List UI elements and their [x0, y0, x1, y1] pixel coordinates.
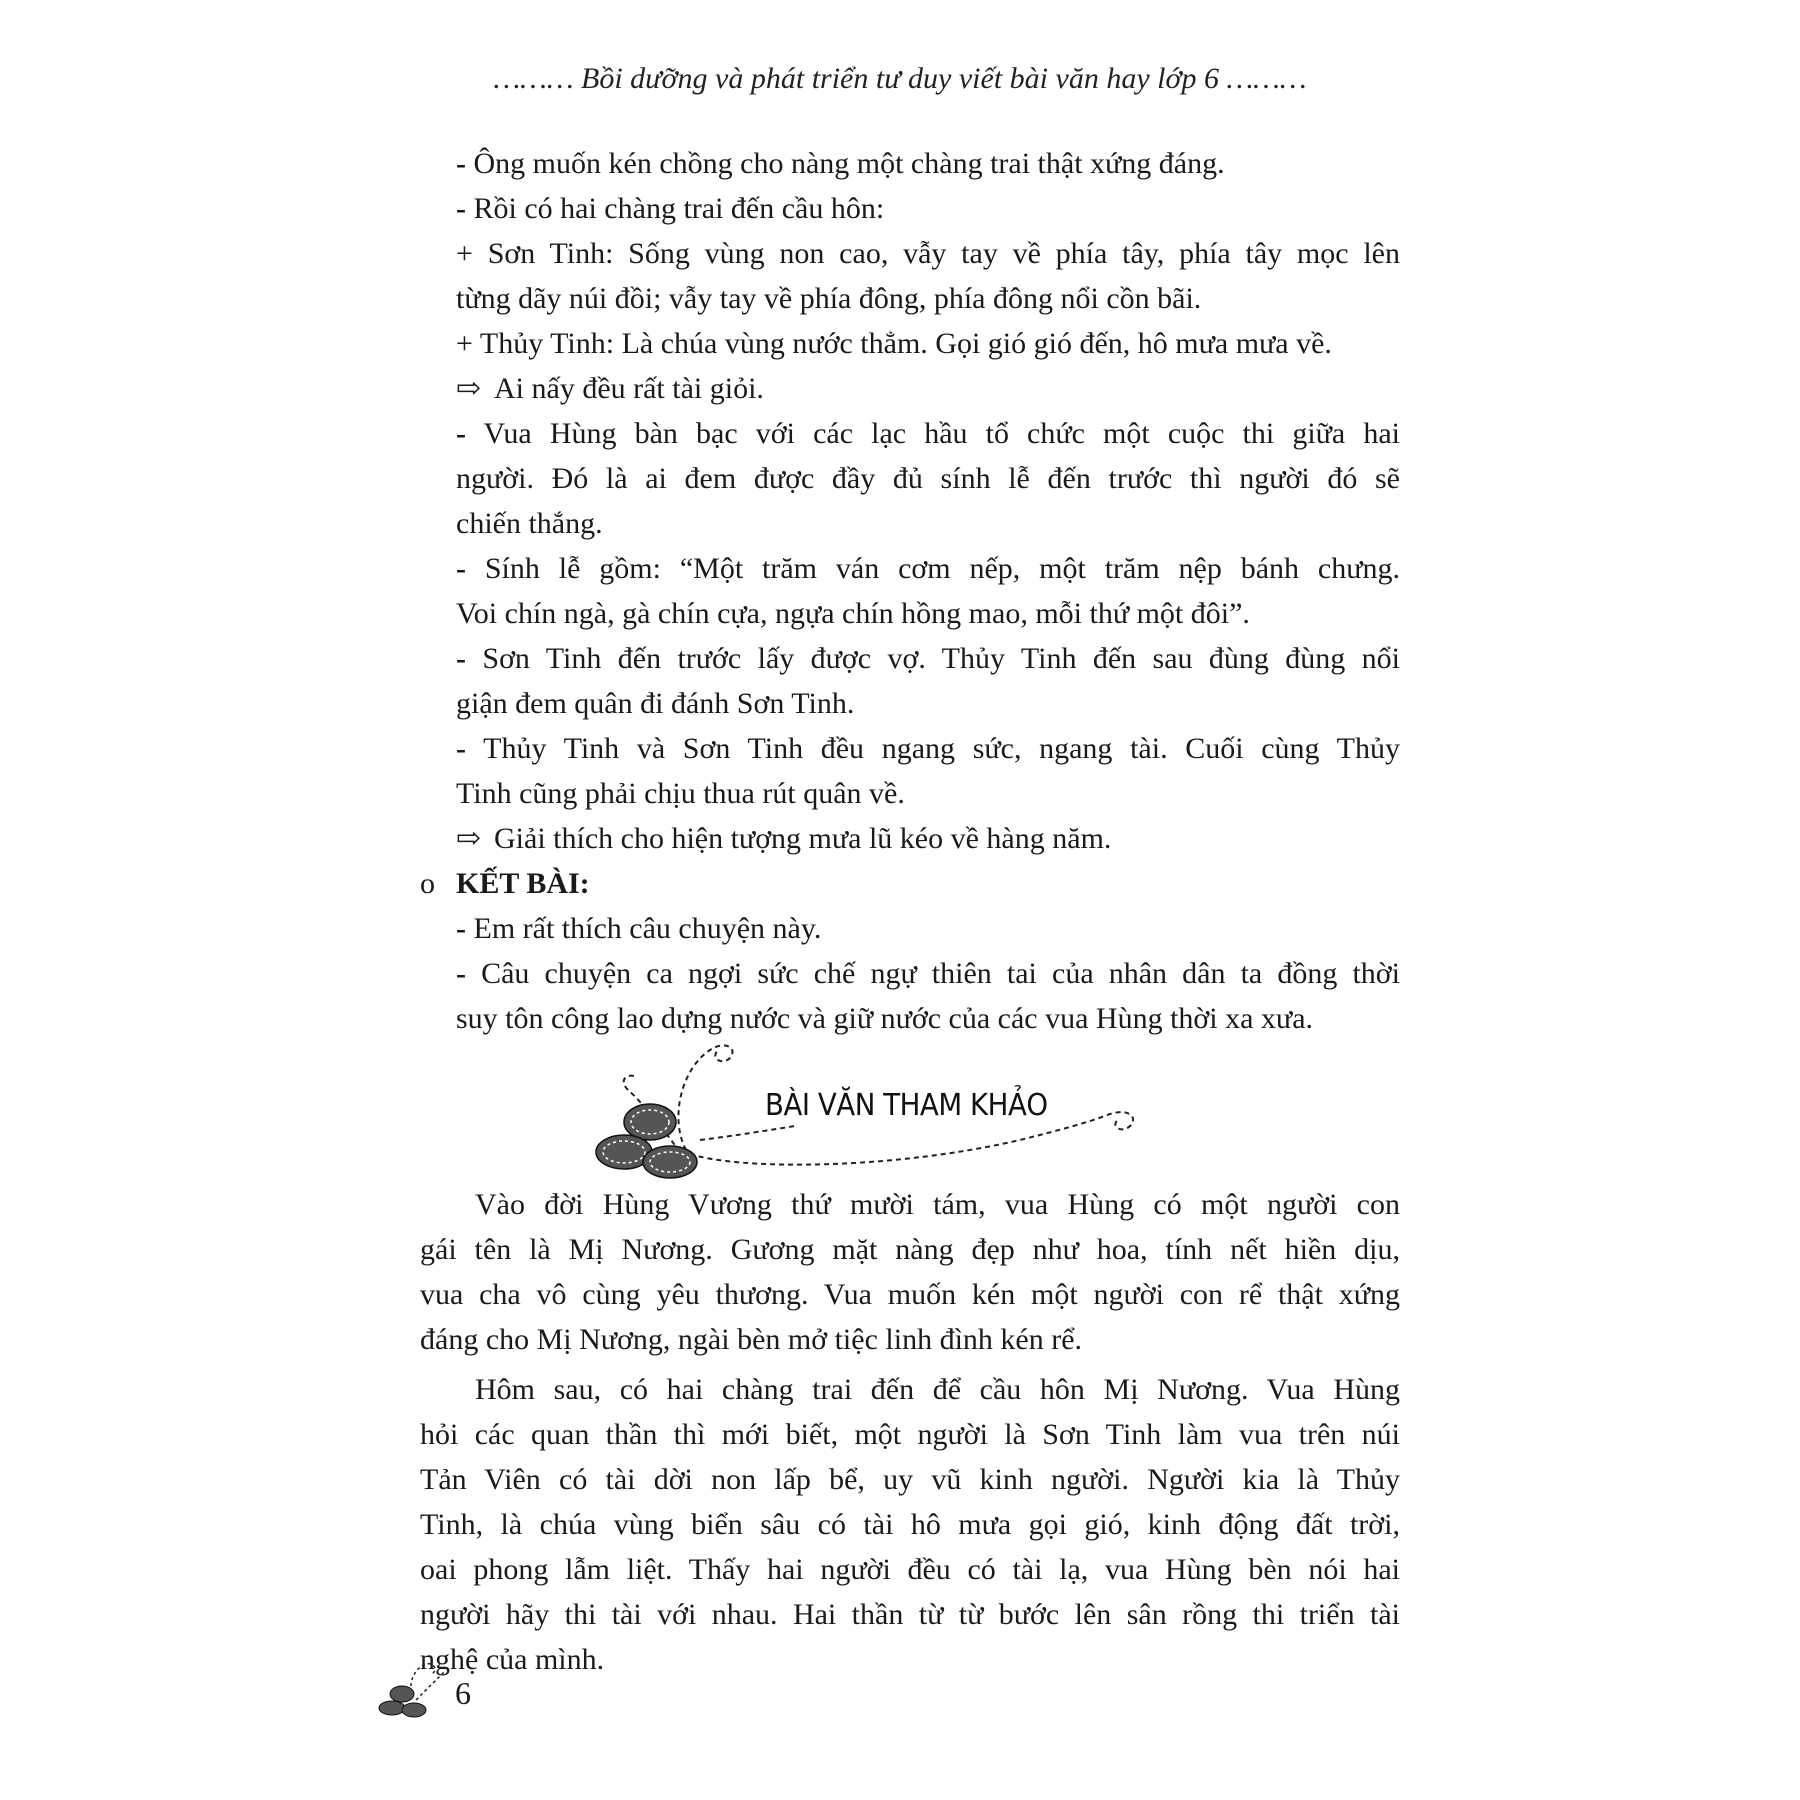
arrow-right-icon: ⇨ — [456, 822, 482, 855]
essay-paragraph-line: oai phong lẫm liệt. Thấy hai người đều có tài lạ, vua Hùng bèn nói hai — [420, 1553, 1400, 1586]
outline-line — [456, 146, 1225, 182]
outline-line: chiến thắng. — [456, 507, 603, 540]
running-head: ……… Bồi dưỡng và phát triển tư duy viết bài văn hay lớp 6 ……… — [493, 62, 1307, 95]
outline-line — [456, 416, 1400, 452]
outline-line-text: Thủy Tinh và Sơn Tinh đều ngang sức, ngang tài. Cuối cùng Thủy — [466, 732, 1400, 765]
essay-paragraph-line: nghệ của mình. — [420, 1643, 605, 1676]
dash-marker: - — [456, 147, 466, 180]
ket-bai-label: KẾT BÀI: — [456, 867, 590, 900]
outline-line: Tinh cũng phải chịu thua rút quân về. — [456, 777, 905, 810]
essay-paragraph-line: Tản Viên có tài dời non lấp bể, uy vũ kinh người. Người kia là Thủy — [420, 1463, 1400, 1496]
outline-line — [456, 551, 1400, 587]
page-number: 6 — [455, 1675, 471, 1711]
outline-line — [456, 911, 821, 947]
essay-paragraph-line: đáng cho Mị Nương, ngài bèn mở tiệc linh đình kén rể. — [420, 1323, 1083, 1356]
dash-marker: - — [456, 912, 466, 945]
reference-essay-heading — [590, 1030, 1170, 1180]
arrow-right-icon: ⇨ — [456, 372, 482, 405]
outline-line-text: Giải thích cho hiện tượng mưa lũ kéo về hàng năm. — [494, 822, 1112, 855]
essay-paragraph-line: Hôm sau, có hai chàng trai đến để cầu hôn Mị Nương. Vua Hùng — [475, 1373, 1400, 1406]
dash-marker: - — [456, 417, 466, 450]
essay-paragraph-line: vua cha vô cùng yêu thương. Vua muốn kén một người con rể thật xứng — [420, 1278, 1400, 1311]
section-heading-ket-bai — [420, 866, 590, 902]
essay-paragraph-line: Vào đời Hùng Vương thứ mười tám, vua Hùng có một người con — [475, 1188, 1400, 1221]
outline-line: + Sơn Tinh: Sống vùng non cao, vẫy tay về phía tây, phía tây mọc lên — [456, 237, 1400, 270]
outline-line-text: Sơn Tinh đến trước lấy được vợ. Thủy Tinh đến sau đùng đùng nổi — [466, 642, 1400, 675]
outline-line — [456, 731, 1400, 767]
outline-conclusion — [456, 371, 764, 407]
dash-marker: - — [456, 957, 466, 990]
essay-paragraph-line: người hãy thi tài với nhau. Hai thần từ từ bước lên sân rồng thi triển tài — [420, 1598, 1400, 1631]
essay-paragraph-line: gái tên là Mị Nương. Gương mặt nàng đẹp như hoa, tính nết hiền dịu, — [420, 1233, 1400, 1266]
outline-line-text: Ông muốn kén chồng cho nàng một chàng trai thật xứng đáng. — [466, 147, 1225, 180]
corner-flower-icon — [378, 1658, 458, 1718]
essay-paragraph-line: Tinh, là chúa vùng biển sâu có tài hô mưa gọi gió, kinh động đất trời, — [420, 1508, 1400, 1541]
outline-line — [456, 641, 1400, 677]
circle-bullet: o — [420, 867, 435, 900]
outline-line-text: Em rất thích câu chuyện này. — [466, 912, 822, 945]
essay-paragraph-line: hỏi các quan thần thì mới biết, một người là Sơn Tinh làm vua trên núi — [420, 1418, 1400, 1451]
outline-conclusion — [456, 821, 1111, 857]
outline-line: suy tôn công lao dựng nước và giữ nước của các vua Hùng thời xa xưa. — [456, 1002, 1314, 1035]
dash-marker: - — [456, 732, 466, 765]
outline-line — [456, 956, 1400, 992]
outline-line: giận đem quân đi đánh Sơn Tinh. — [456, 687, 855, 720]
outline-line: người. Đó là ai đem được đầy đủ sính lễ đến trước thì người đó sẽ — [456, 462, 1400, 495]
outline-line: Voi chín ngà, gà chín cựa, ngựa chín hồng mao, mỗi thứ một đôi”. — [456, 597, 1250, 630]
outline-line — [456, 191, 884, 227]
dash-marker: - — [456, 642, 466, 675]
outline-line-text: Sính lễ gồm: “Một trăm ván cơm nếp, một trăm nệp bánh chưng. — [466, 552, 1400, 585]
reference-essay-title: BÀI VĂN THAM KHẢO — [765, 1088, 1048, 1123]
outline-line-text: Vua Hùng bàn bạc với các lạc hầu tổ chức một cuộc thi giữa hai — [466, 417, 1400, 450]
outline-line: + Thủy Tinh: Là chúa vùng nước thẳm. Gọi gió gió đến, hô mưa mưa về. — [456, 327, 1332, 360]
outline-line-text: Rồi có hai chàng trai đến cầu hôn: — [466, 192, 885, 225]
dash-marker: - — [456, 192, 466, 225]
outline-line: từng dãy núi đồi; vẫy tay về phía đông, phía đông nổi cồn bãi. — [456, 282, 1202, 315]
dash-marker: - — [456, 552, 466, 585]
outline-line-text: Ai nấy đều rất tài giỏi. — [494, 372, 764, 405]
outline-line-text: Câu chuyện ca ngợi sức chế ngự thiên tai của nhân dân ta đồng thời — [466, 957, 1400, 990]
